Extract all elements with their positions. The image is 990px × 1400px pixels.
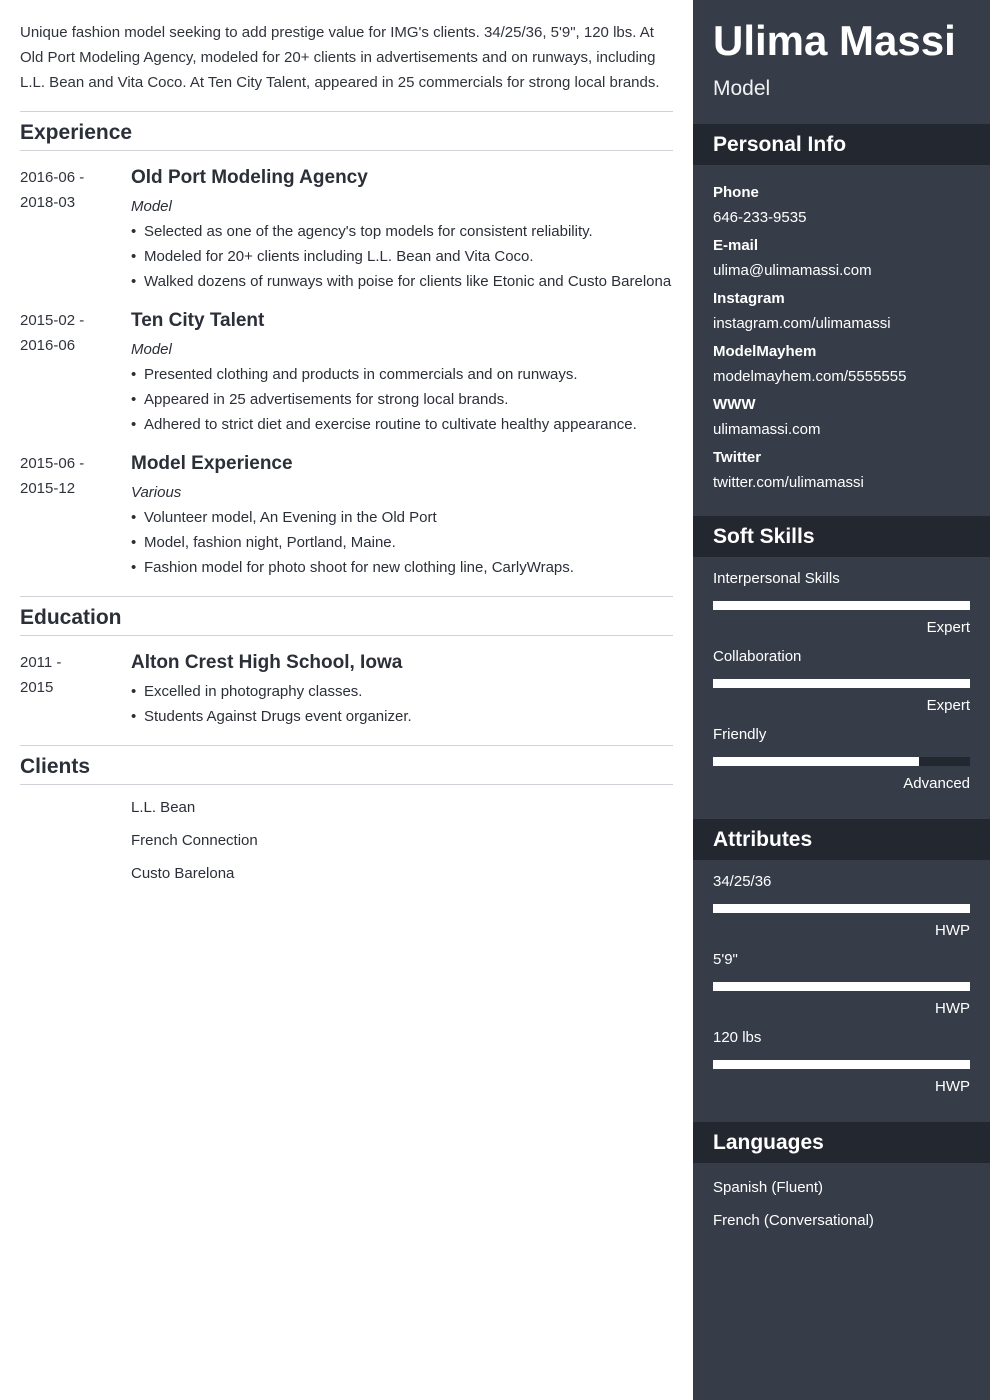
website-label: WWW: [713, 396, 756, 413]
date-start: 2015-06 -: [20, 455, 85, 472]
language-item: Spanish (Fluent): [713, 1179, 824, 1196]
languages-section: [693, 1163, 990, 1257]
instagram-label: Instagram: [713, 290, 785, 307]
skill-name: Friendly: [713, 726, 767, 743]
candidate-title: Model: [713, 77, 771, 100]
candidate-name: Ulima Massi: [713, 17, 956, 64]
bullet-item: • Walked dozens of runways with poise for clients like Etonic and Custo Barelona: [131, 269, 673, 294]
attribute-bar-fill: [713, 904, 970, 913]
attribute-level: HWP: [935, 1078, 970, 1095]
date-start: 2016-06 -: [20, 169, 85, 186]
soft-skills-section: [693, 557, 990, 819]
client-item: L.L. Bean: [131, 799, 196, 816]
experience-entry: [20, 165, 673, 294]
bullet-list: [131, 219, 673, 294]
attribute-bar: [713, 982, 970, 991]
main-column: [20, 0, 673, 896]
attribute-level: HWP: [935, 1000, 970, 1017]
skill-level: Expert: [926, 619, 970, 636]
skill-bar: [713, 679, 970, 688]
bullet-item: • Adhered to strict diet and exercise routine to cultivate healthy appearance.: [131, 412, 673, 437]
attribute-name: 120 lbs: [713, 1029, 762, 1046]
experience-entry: [20, 308, 673, 437]
bullet-item: • Model, fashion night, Portland, Maine.: [131, 530, 673, 555]
attribute-level: HWP: [935, 922, 970, 939]
skill-name: Collaboration: [713, 648, 802, 665]
attribute-name: 5'9": [713, 951, 738, 968]
email-label: E-mail: [713, 237, 759, 254]
entry-dates: [20, 650, 131, 729]
attribute-item: [713, 872, 970, 941]
entry-dates: [20, 308, 131, 437]
soft-skills-heading: Soft Skills: [693, 516, 990, 557]
job-role: Various: [131, 484, 182, 501]
clients-heading: Clients: [20, 746, 673, 785]
attributes-section: [693, 860, 990, 1122]
bullet-item: • Excelled in photography classes.: [131, 679, 673, 704]
skill-bar: [713, 601, 970, 610]
skill-bar: [713, 757, 970, 766]
bullet-item: • Selected as one of the agency's top models for consistent reliability.: [131, 219, 673, 244]
language-item: French (Conversational): [713, 1212, 874, 1229]
twitter-value: twitter.com/ulimamassi: [713, 474, 864, 491]
skill-bar-fill: [713, 679, 970, 688]
sidebar: [693, 0, 990, 1400]
personal-info-section: [693, 165, 990, 516]
skill-level: Advanced: [903, 775, 970, 792]
bullet-list: [131, 505, 673, 580]
languages-heading: Languages: [693, 1122, 990, 1163]
attribute-bar-fill: [713, 1060, 970, 1069]
bullet-item: • Presented clothing and products in commercials and on runways.: [131, 362, 673, 387]
attribute-bar-fill: [713, 982, 970, 991]
twitter-label: Twitter: [713, 449, 762, 466]
job-role: Model: [131, 341, 172, 358]
skill-bar-fill: [713, 757, 919, 766]
modelmayhem-label: ModelMayhem: [713, 343, 817, 360]
date-end: 2018-03: [20, 194, 76, 211]
attribute-bar: [713, 904, 970, 913]
email-value: ulima@ulimamassi.com: [713, 262, 872, 279]
date-end: 2015-12: [20, 480, 76, 497]
employer-name: Old Port Modeling Agency: [131, 167, 368, 188]
date-end: 2015: [20, 679, 54, 696]
date-start: 2015-02 -: [20, 312, 85, 329]
bullet-item: • Appeared in 25 advertisements for strong local brands.: [131, 387, 673, 412]
attribute-bar: [713, 1060, 970, 1069]
bullet-list: [131, 362, 673, 437]
employer-name: Ten City Talent: [131, 310, 265, 331]
education-entry: [20, 650, 673, 729]
bullet-item: • Modeled for 20+ clients including L.L. Bean and Vita Coco.: [131, 244, 673, 269]
experience-section: [20, 112, 673, 597]
job-role: Model: [131, 198, 172, 215]
skill-name: Interpersonal Skills: [713, 570, 840, 587]
clients-list: [131, 797, 673, 884]
skill-bar-fill: [713, 601, 970, 610]
attribute-item: [713, 1028, 970, 1097]
client-item: French Connection: [131, 832, 258, 849]
bullet-item: • Fashion model for photo shoot for new clothing line, CarlyWraps.: [131, 555, 673, 580]
modelmayhem-value: modelmayhem.com/5555555: [713, 368, 907, 385]
employer-name: Model Experience: [131, 453, 293, 474]
education-heading: Education: [20, 597, 673, 636]
attributes-heading: Attributes: [693, 819, 990, 860]
client-item: Custo Barelona: [131, 865, 235, 882]
bullet-item: • Volunteer model, An Evening in the Old Port: [131, 505, 673, 530]
bullet-list: [131, 679, 673, 729]
website-value: ulimamassi.com: [713, 421, 821, 438]
phone-value: 646-233-9535: [713, 209, 807, 226]
clients-section: [20, 746, 673, 884]
skill-item: [713, 647, 970, 716]
entry-dates: [20, 165, 131, 294]
skill-item: [713, 725, 970, 794]
date-start: 2011 -: [20, 654, 62, 671]
profile-summary: Unique fashion model seeking to add prestige value for IMG's clients. 34/25/36, 5'9", 120 lbs. At Old Port Modeling Agency, modeled for 20+ clients in advertisements and on runways, including L.L. Bean and Vita Coco. At Ten City Talent, appeared in 25 commercials for strong local brands.: [20, 20, 673, 112]
experience-entry: [20, 451, 673, 580]
skill-item: [713, 569, 970, 638]
date-end: 2016-06: [20, 337, 76, 354]
attribute-name: 34/25/36: [713, 873, 772, 890]
personal-info-heading: Personal Info: [693, 124, 990, 165]
bullet-item: • Students Against Drugs event organizer.: [131, 704, 673, 729]
attribute-item: [713, 950, 970, 1019]
phone-label: Phone: [713, 184, 759, 201]
skill-level: Expert: [926, 697, 970, 714]
instagram-value: instagram.com/ulimamassi: [713, 315, 891, 332]
education-section: [20, 597, 673, 746]
school-name: Alton Crest High School, Iowa: [131, 652, 403, 673]
entry-dates: [20, 451, 131, 580]
experience-heading: Experience: [20, 112, 673, 151]
